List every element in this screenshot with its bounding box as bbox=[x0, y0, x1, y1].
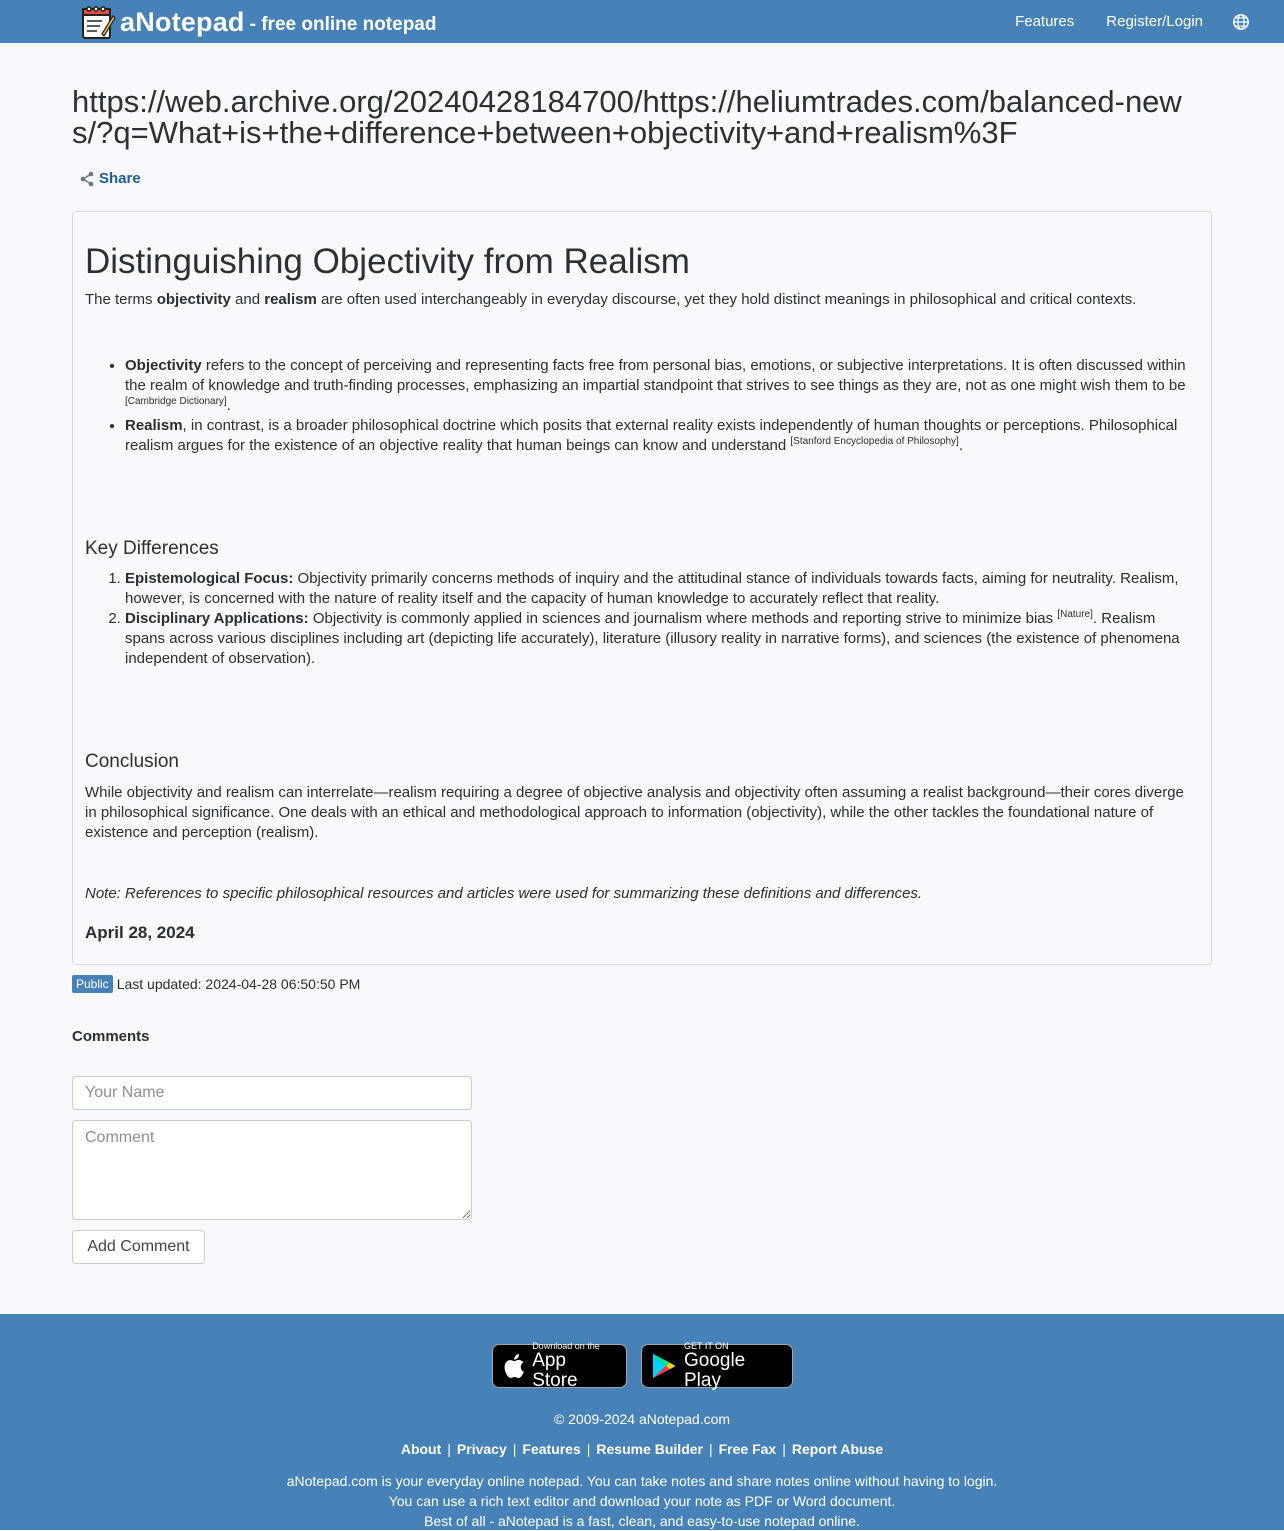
difference-end: . Realism spans across various disciplines including art (depicting life accurately), literature (illusory reality in narrative forms), and sciences (the existence of phenomena independent of observation). bbox=[125, 610, 1180, 667]
bullet-end: . bbox=[958, 437, 963, 454]
nav-menu bbox=[983, 0, 1250, 43]
definitions-list bbox=[125, 356, 1197, 456]
google-play-text bbox=[684, 1341, 782, 1391]
footer-resume-builder-link[interactable]: Resume Builder bbox=[596, 1441, 703, 1457]
name-input[interactable] bbox=[72, 1076, 472, 1110]
footer-free-fax-link[interactable]: Free Fax bbox=[718, 1441, 777, 1457]
separator: | bbox=[586, 1441, 591, 1457]
nav-features-link[interactable]: Features bbox=[1015, 13, 1075, 30]
app-store-big: App Store bbox=[532, 1350, 578, 1391]
citation-link[interactable]: [Cambridge Dictionary] bbox=[125, 396, 227, 407]
google-play-icon bbox=[652, 1352, 676, 1380]
separator: | bbox=[447, 1441, 451, 1457]
apple-icon bbox=[503, 1353, 525, 1379]
note-content bbox=[72, 211, 1212, 965]
google-play-big: Google Play bbox=[683, 1350, 746, 1391]
copyright: © 2009-2024 aNotepad.com bbox=[553, 1411, 731, 1427]
comment-textarea[interactable] bbox=[72, 1120, 472, 1220]
list-item bbox=[125, 609, 1197, 669]
intro-bold-objectivity: objectivity bbox=[156, 291, 231, 308]
add-comment-button[interactable]: Add Comment bbox=[72, 1230, 205, 1264]
differences-list bbox=[125, 569, 1197, 669]
difference-term: Epistemological Focus: bbox=[125, 570, 294, 587]
note-meta bbox=[72, 975, 360, 993]
intro-bold-realism: realism bbox=[264, 291, 317, 308]
bullet-text: , in contrast, is a broader philosophical doctrine which posits that external reality exists independently of human thoughts or perceptions. Philosophical realism argues for the existence of an objective reality that human beings can know and understand bbox=[125, 417, 1178, 454]
list-item bbox=[125, 569, 1197, 609]
bullet-end: . bbox=[226, 397, 231, 414]
globe-icon[interactable] bbox=[1232, 13, 1250, 31]
conclusion-heading: Conclusion bbox=[85, 751, 179, 772]
status-badge: Public bbox=[72, 975, 113, 993]
difference-text: Objectivity is commonly applied in sciences and journalism where methods and reporting strive to minimize bias bbox=[308, 610, 1058, 627]
brand-name: aNotepad bbox=[120, 6, 245, 37]
separator: | bbox=[782, 1441, 786, 1457]
difference-text: Objectivity primarily concerns methods of inquiry and the attitudinal stance of individuals towards facts, aiming for neutrality. Realism, however, is concerned with the nature of reality itself and the capacity of human knowledge to accurately reflect that reality. bbox=[125, 570, 1179, 607]
navbar bbox=[0, 0, 1284, 43]
bullet-term: Realism bbox=[125, 417, 183, 434]
content-heading: Distinguishing Objectivity from Realism bbox=[85, 242, 690, 281]
intro-text: are often used interchangeably in everyday discourse, yet they hold distinct meanings in philosophical and critical contexts. bbox=[316, 291, 1137, 308]
notepad-logo-icon bbox=[80, 4, 116, 40]
footer-desc-line: Best of all - aNotepad is a fast, clean, and easy-to-use notepad online. bbox=[424, 1513, 860, 1529]
google-play-small: GET IT ON bbox=[683, 1341, 729, 1351]
separator: | bbox=[708, 1441, 713, 1457]
app-store-small: Download on the bbox=[532, 1341, 600, 1351]
list-item bbox=[125, 416, 1197, 456]
footer-about-link[interactable]: About bbox=[400, 1441, 442, 1457]
bullet-text: refers to the concept of perceiving and representing facts free from personal bias, emotions, or subjective interpretations. It is often discussed within the realm of knowledge and truth-finding processes, emphasizing an impartial standpoint that strives to see things as they are, not as one might wish them to be bbox=[125, 357, 1186, 394]
intro-paragraph bbox=[85, 290, 1197, 310]
separator: | bbox=[512, 1441, 517, 1457]
difference-term: Disciplinary Applications: bbox=[125, 610, 309, 627]
app-store-text bbox=[532, 1341, 615, 1391]
google-play-button[interactable] bbox=[641, 1341, 793, 1391]
footer-desc-line: aNotepad.com is your everyday online notepad. You can take notes and share notes online without having to login. bbox=[286, 1473, 998, 1489]
brand-tagline: - free online notepad bbox=[249, 13, 437, 35]
app-store-button[interactable] bbox=[492, 1341, 627, 1391]
footer-features-link[interactable]: Features bbox=[522, 1441, 581, 1457]
note-date: April 28, 2024 bbox=[85, 923, 195, 942]
share-button[interactable] bbox=[79, 170, 141, 187]
list-item bbox=[125, 356, 1197, 416]
share-icon bbox=[79, 171, 95, 187]
conclusion-paragraph: While objectivity and realism can interrelate—realism requiring a degree of objective analysis and objectivity often assuming a realist background—their cores diverge in philosophical significance. One deals with an ethical and methodological approach to information (objectivity), while the other tackles the foundational nature of existence and perception (realism). bbox=[85, 784, 1184, 841]
footer-desc-line: You can use a rich text editor and download your note as PDF or Word document. bbox=[388, 1493, 896, 1509]
nav-login-link[interactable]: Register/Login bbox=[1106, 13, 1203, 30]
last-updated: Last updated: 2024-04-28 06:50:50 PM bbox=[116, 976, 361, 992]
intro-text: and bbox=[230, 291, 265, 308]
bullet-term: Objectivity bbox=[125, 357, 202, 374]
key-differences-heading: Key Differences bbox=[85, 538, 219, 559]
footer-report-abuse-link[interactable]: Report Abuse bbox=[791, 1441, 884, 1457]
brand-link[interactable] bbox=[80, 4, 436, 40]
footer-privacy-link[interactable]: Privacy bbox=[456, 1441, 507, 1457]
citation-link[interactable]: [Stanford Encyclopedia of Philosophy] bbox=[790, 436, 959, 447]
intro-text: The terms bbox=[85, 291, 157, 308]
footer bbox=[0, 1314, 1284, 1530]
share-label: Share bbox=[99, 170, 141, 187]
footer-links bbox=[0, 1441, 1284, 1457]
comments-label: Comments bbox=[72, 1028, 150, 1045]
references-note: Note: References to specific philosophical resources and articles were used for summarizing these definitions and differences. bbox=[85, 885, 923, 902]
store-badges bbox=[0, 1341, 1284, 1391]
citation-link[interactable]: [Nature] bbox=[1057, 609, 1093, 620]
footer-description bbox=[0, 1471, 1284, 1531]
note-title: https://web.archive.org/20240428184700/https://heliumtrades.com/balanced-news/?q=What+is+the+difference+between+objectivity+and+realism%3F bbox=[72, 84, 1182, 150]
